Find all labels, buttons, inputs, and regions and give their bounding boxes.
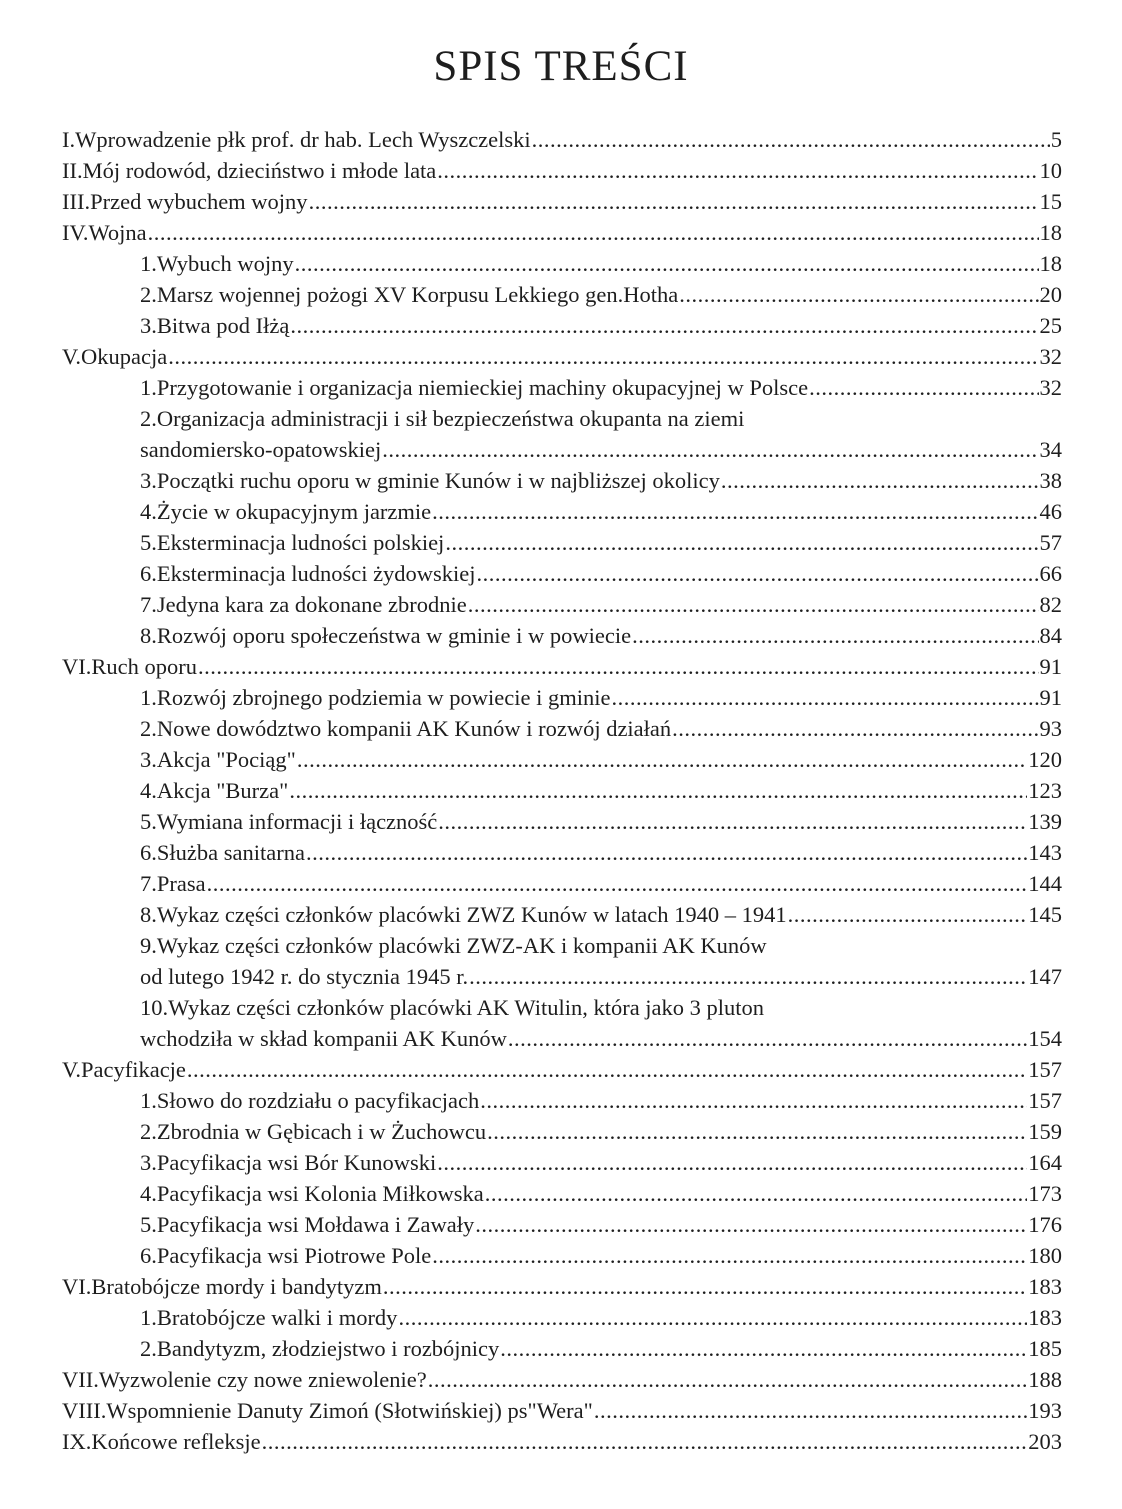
dot-leader xyxy=(289,775,1027,806)
dot-leader xyxy=(306,837,1027,868)
toc-page-number: 15 xyxy=(1039,189,1062,214)
toc-entry-title: 2.Zbrodnia w Gębicach i w Żuchowcu xyxy=(140,1119,487,1144)
toc-entry xyxy=(62,899,1062,930)
toc-page-number: 18 xyxy=(1039,220,1062,245)
toc-entry xyxy=(62,651,1062,682)
toc-entry xyxy=(62,527,1062,558)
toc-entry-title: 3.Początki ruchu oporu w gminie Kunów i w najbliższej okolicy xyxy=(140,468,720,493)
dot-leader xyxy=(487,1116,1027,1147)
toc-page-number: 157 xyxy=(1028,1057,1062,1082)
toc-entry-title: 6.Pacyfikacja wsi Piotrowe Pole xyxy=(140,1243,432,1268)
dot-leader xyxy=(198,651,1039,682)
dot-leader xyxy=(297,744,1027,775)
toc-entry-title: 5.Eksterminacja ludności polskiej xyxy=(140,530,445,555)
dot-leader xyxy=(382,434,1038,465)
dot-leader xyxy=(480,1085,1027,1116)
toc-entry-title: 6.Eksterminacja ludności żydowskiej xyxy=(140,561,476,586)
dot-leader xyxy=(612,682,1039,713)
dot-leader xyxy=(148,217,1039,248)
page-title: SPIS TREŚCI xyxy=(433,43,689,90)
toc-entry xyxy=(62,248,1062,279)
toc-entry-title: 1.Słowo do rozdziału o pacyfikacjach xyxy=(140,1088,480,1113)
toc-entry xyxy=(62,217,1062,248)
toc-entry xyxy=(62,620,1062,651)
toc-entry xyxy=(62,868,1062,899)
toc-entry xyxy=(62,310,1062,341)
toc-page-number: 143 xyxy=(1028,840,1062,865)
toc-entry-line xyxy=(140,403,1062,434)
toc-entry-title: III.Przed wybuchem wojny xyxy=(62,189,308,214)
dot-leader xyxy=(508,1023,1027,1054)
toc-entry xyxy=(62,1209,1062,1240)
dot-leader xyxy=(788,899,1028,930)
toc-entry xyxy=(62,1178,1062,1209)
toc-entry-title: VI.Bratobójcze mordy i bandytyzm xyxy=(62,1274,382,1299)
toc-entry xyxy=(62,279,1062,310)
toc-entry-title: IV.Wojna xyxy=(62,220,147,245)
toc-page-number: 32 xyxy=(1039,344,1062,369)
toc-entry xyxy=(62,341,1062,372)
dot-leader xyxy=(469,961,1027,992)
dot-leader xyxy=(262,1426,1028,1457)
toc-page-number: 180 xyxy=(1028,1243,1062,1268)
toc-entry xyxy=(62,372,1062,403)
toc-entry xyxy=(62,713,1062,744)
toc-page-number: 91 xyxy=(1039,654,1062,679)
toc-entry-title: 2.Nowe dowództwo kompanii AK Kunów i rozwój działań xyxy=(140,716,672,741)
toc-entry-title: 2.Organizacja administracji i sił bezpieczeństwa okupanta na ziemi xyxy=(140,406,745,431)
toc-entry-title: 4.Życie w okupacyjnym jarzmie xyxy=(140,499,432,524)
toc-page-number: 120 xyxy=(1028,747,1062,772)
toc-entry-title: VIII.Wspomnienie Danuty Zimoń (Słotwińskiej) ps"Wera" xyxy=(62,1398,593,1423)
toc-entry-title: 1.Wybuch wojny xyxy=(140,251,294,276)
dot-leader xyxy=(295,248,1039,279)
toc-page-number: 32 xyxy=(1039,375,1062,400)
toc-page-number: 164 xyxy=(1028,1150,1062,1175)
toc-entry-title: I.Wprowadzenie płk prof. dr hab. Lech Wyszczelski xyxy=(62,127,531,152)
toc-entry xyxy=(62,186,1062,217)
toc-page-number: 38 xyxy=(1039,468,1062,493)
toc-entry xyxy=(62,1364,1062,1395)
toc-entry-title: 3.Pacyfikacja wsi Bór Kunowski xyxy=(140,1150,437,1175)
toc-page-number: 34 xyxy=(1039,437,1062,462)
toc-entry-title: 10.Wykaz części członków placówki AK Witulin, która jako 3 pluton xyxy=(140,995,765,1020)
toc-entry-title: 3.Bitwa pod Iłżą xyxy=(140,313,290,338)
toc-page-number: 144 xyxy=(1028,871,1062,896)
toc-entry xyxy=(62,1333,1062,1364)
dot-leader xyxy=(477,558,1039,589)
toc-entry xyxy=(62,558,1062,589)
toc-page-number: 10 xyxy=(1039,158,1062,183)
toc-entry xyxy=(62,1116,1062,1147)
toc-page-number: 154 xyxy=(1028,1026,1062,1051)
toc-entry xyxy=(62,155,1062,186)
dot-leader xyxy=(500,1333,1027,1364)
toc-page-number: 188 xyxy=(1028,1367,1062,1392)
toc-entry-title: 2.Bandytyzm, złodziejstwo i rozbójnicy xyxy=(140,1336,500,1361)
toc-entry-title: V.Pacyfikacje xyxy=(62,1057,186,1082)
dot-leader xyxy=(632,620,1038,651)
toc-entry-line xyxy=(140,992,1062,1023)
toc-entry-line xyxy=(140,930,1062,961)
toc-entry xyxy=(62,465,1062,496)
dot-leader xyxy=(532,124,1050,155)
toc-page-number: 203 xyxy=(1028,1429,1062,1454)
toc-entry xyxy=(62,1054,1062,1085)
toc-entry-title: 6.Służba sanitarna xyxy=(140,840,305,865)
toc-entry-title: 1.Rozwój zbrojnego podziemia w powiecie i gminie xyxy=(140,685,611,710)
toc-entry xyxy=(62,1395,1062,1426)
toc-page-number: 25 xyxy=(1039,313,1062,338)
dot-leader xyxy=(468,589,1039,620)
toc-page-number: 66 xyxy=(1039,561,1062,586)
toc-page-number: 20 xyxy=(1039,282,1062,307)
toc-entry xyxy=(62,124,1062,155)
toc-entry-title: sandomiersko-opatowskiej xyxy=(140,437,382,462)
toc-entry-title: 1.Przygotowanie i organizacja niemieckiej machiny okupacyjnej w Polsce xyxy=(140,375,809,400)
toc-page-number: 84 xyxy=(1039,623,1062,648)
toc-entry xyxy=(62,682,1062,713)
toc-page-number: 46 xyxy=(1039,499,1062,524)
dot-leader xyxy=(809,372,1038,403)
toc-entry xyxy=(62,403,1062,465)
dot-leader xyxy=(672,713,1038,744)
toc-page-number: 5 xyxy=(1050,127,1062,152)
dot-leader xyxy=(432,496,1038,527)
toc-entry-title: 1.Bratobójcze walki i mordy xyxy=(140,1305,398,1330)
toc-page-number: 139 xyxy=(1028,809,1062,834)
dot-leader xyxy=(438,806,1027,837)
toc-entry xyxy=(62,806,1062,837)
toc-entry-title: II.Mój rodowód, dzieciństwo i młode lata xyxy=(62,158,437,183)
toc-page-number: 147 xyxy=(1028,964,1062,989)
dot-leader xyxy=(290,310,1038,341)
toc-entry xyxy=(62,837,1062,868)
toc-entry xyxy=(62,1271,1062,1302)
toc-entry xyxy=(62,1240,1062,1271)
dot-leader xyxy=(432,1240,1027,1271)
toc-entry-title: 4.Akcja "Burza" xyxy=(140,778,289,803)
toc-entry xyxy=(62,1302,1062,1333)
toc-page-number: 93 xyxy=(1039,716,1062,741)
toc-entry-title: 5.Wymiana informacji i łączność xyxy=(140,809,438,834)
toc-page-number: 183 xyxy=(1028,1274,1062,1299)
toc-page-number: 173 xyxy=(1028,1181,1062,1206)
toc-entry-title: 4.Pacyfikacja wsi Kolonia Miłkowska xyxy=(140,1181,484,1206)
toc-entry xyxy=(62,775,1062,806)
dot-leader xyxy=(475,1209,1027,1240)
toc-page-number: 176 xyxy=(1028,1212,1062,1237)
toc-entry-title: wchodziła w skład kompanii AK Kunów xyxy=(140,1026,507,1051)
toc-page-number: 123 xyxy=(1028,778,1062,803)
toc-entry-title: od lutego 1942 r. do stycznia 1945 r. xyxy=(140,964,469,989)
toc-entry xyxy=(62,744,1062,775)
toc-page-number: 145 xyxy=(1028,902,1062,927)
toc-entry-title: 7.Jedyna kara za dokonane zbrodnie xyxy=(140,592,467,617)
toc-entry xyxy=(62,589,1062,620)
dot-leader xyxy=(383,1271,1027,1302)
toc-page-number: 185 xyxy=(1028,1336,1062,1361)
toc-entry-title: VI.Ruch oporu xyxy=(62,654,197,679)
toc-entry-line xyxy=(140,434,1062,465)
toc-entry xyxy=(62,1147,1062,1178)
toc-page-number: 193 xyxy=(1028,1398,1062,1423)
toc-entry-title: 9.Wykaz części członków placówki ZWZ-AK i kompanii AK Kunów xyxy=(140,933,767,958)
dot-leader xyxy=(309,186,1039,217)
toc-entry-title: 5.Pacyfikacja wsi Mołdawa i Zawały xyxy=(140,1212,475,1237)
toc-entry xyxy=(62,1426,1062,1457)
toc-entry xyxy=(62,930,1062,992)
table-of-contents xyxy=(62,124,1062,1457)
toc-page-number: 157 xyxy=(1028,1088,1062,1113)
dot-leader xyxy=(594,1395,1027,1426)
dot-leader xyxy=(721,465,1039,496)
dot-leader xyxy=(437,1147,1027,1178)
toc-entry-line xyxy=(140,1023,1062,1054)
toc-entry-title: IX.Końcowe refleksje xyxy=(62,1429,261,1454)
dot-leader xyxy=(679,279,1038,310)
dot-leader xyxy=(437,155,1038,186)
dot-leader xyxy=(398,1302,1027,1333)
toc-entry-line xyxy=(140,961,1062,992)
toc-entry-title: V.Okupacja xyxy=(62,344,168,369)
toc-page-number: 91 xyxy=(1039,685,1062,710)
dot-leader xyxy=(207,868,1028,899)
toc-entry xyxy=(62,1085,1062,1116)
toc-entry-title: VII.Wyzwolenie czy nowe zniewolenie? xyxy=(62,1367,427,1392)
toc-page-number: 57 xyxy=(1039,530,1062,555)
dot-leader xyxy=(428,1364,1028,1395)
dot-leader xyxy=(485,1178,1028,1209)
toc-page-number: 159 xyxy=(1028,1119,1062,1144)
dot-leader xyxy=(445,527,1038,558)
toc-entry-title: 7.Prasa xyxy=(140,871,206,896)
toc-entry xyxy=(62,496,1062,527)
toc-page-number: 18 xyxy=(1039,251,1062,276)
toc-page-number: 183 xyxy=(1028,1305,1062,1330)
toc-page-number: 82 xyxy=(1039,592,1062,617)
toc-entry-title: 8.Wykaz części członków placówki ZWZ Kunów w latach 1940 – 1941 xyxy=(140,902,787,927)
dot-leader xyxy=(187,1054,1027,1085)
toc-entry-title: 3.Akcja "Pociąg" xyxy=(140,747,296,772)
toc-entry-title: 8.Rozwój oporu społeczeństwa w gminie i w powiecie xyxy=(140,623,632,648)
dot-leader xyxy=(168,341,1038,372)
toc-entry-title: 2.Marsz wojennej pożogi XV Korpusu Lekkiego gen.Hotha xyxy=(140,282,679,307)
toc-entry xyxy=(62,992,1062,1054)
